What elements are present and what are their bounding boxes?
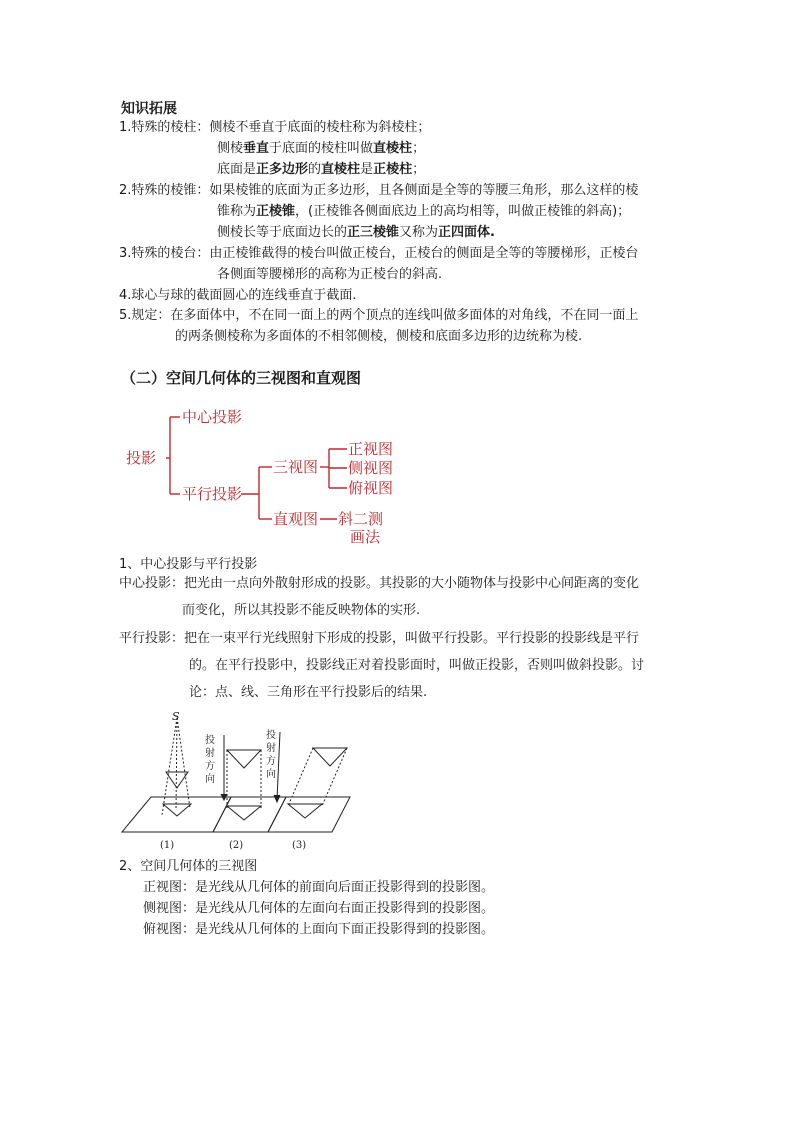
orthographic-projection-sketch	[221, 735, 261, 820]
item-1-line-1: 1.特殊的棱柱：侧棱不垂直于底面的棱柱称为斜棱柱；	[119, 120, 431, 135]
front-view-definition: 正视图：是光线从几何体的前面向后面正投影得到的投影图。	[143, 880, 495, 895]
figure-caption-2: (2)	[229, 840, 244, 851]
tree-parallel-label: 平行投影	[182, 485, 243, 503]
parallel-projection-line-1: 平行投影：把在一束平行光线照射下形成的投影，叫做平行投影。平行投影的投影线是平行	[119, 631, 640, 646]
item-3-line-1: 3.特殊的棱台：由正棱锥截得的棱台叫做正棱台，正棱台的侧面是全等的等腰梯形，正棱台	[119, 246, 639, 261]
item-1-line-3: 底面是正多边形的直棱柱是正棱柱；	[217, 162, 426, 177]
item-2-line-1: 2.特殊的棱锥：如果棱锥的底面为正多边形，且各侧面是全等的等腰三角形，那么这样的棱	[119, 183, 639, 198]
item-3-line-2: 各侧面等腰梯形的高称为正棱台的斜高.	[217, 267, 443, 282]
projection-direction-label-2: 投 射方向	[266, 730, 276, 780]
tree-intuitive-label: 直观图	[273, 510, 319, 528]
projection-direction-label-1: 投 射方向	[205, 735, 215, 785]
item-2-line-2: 锥称为正棱锥，(正棱锥各侧面底边上的高均相等，叫做正棱锥的斜高)；	[217, 204, 631, 219]
side-view-definition: 侧视图：是光线从几何体的左面向右面正投影得到的投影图。	[143, 901, 495, 916]
parallel-projection-line-3: 论：点、线、三角形在平行投影后的结果.	[189, 685, 428, 700]
tree-side-label: 侧视图	[348, 459, 394, 477]
parallel-projection-line-2: 的。在平行投影中，投影线正对着投影面时，叫做正投影，否则叫做斜投影。讨	[189, 658, 645, 673]
projection-tree-diagram	[120, 400, 410, 550]
projection-plane-2	[213, 797, 286, 832]
central-projection-sketch	[162, 718, 191, 816]
section-2-title: （二）空间几何体的三视图和直观图	[121, 369, 362, 387]
item-2-line-3: 侧棱长等于底面边长的正三棱锥又称为正四面体.	[217, 225, 495, 240]
tree-root-label: 投影	[126, 449, 157, 467]
central-projection-line-2: 而变化，所以其投影不能反映物体的实形.	[182, 603, 421, 618]
tree-oblique-label-2: 画法	[350, 528, 381, 546]
section-title: 知识拓展	[121, 101, 177, 117]
center-point-s-label: S	[172, 710, 180, 723]
projection-figure	[118, 710, 358, 855]
subsection-2-title: 2、空间几何体的三视图	[119, 859, 258, 874]
top-view-definition: 俯视图：是光线从几何体的上面向下面正投影得到的投影图。	[143, 922, 495, 937]
oblique-projection-sketch	[274, 732, 347, 818]
tree-central-label: 中心投影	[182, 408, 243, 426]
item-5-line-2: 的两条侧棱称为多面体的不相邻侧棱，侧棱和底面多边形的边统称为棱.	[175, 329, 583, 344]
tree-connectors	[166, 417, 347, 519]
item-1-line-2: 侧棱垂直于底面的棱柱叫做直棱柱；	[217, 141, 426, 156]
tree-three-view-label: 三视图	[273, 458, 319, 476]
figure-caption-1: (1)	[160, 840, 175, 851]
item-4-line-1: 4.球心与球的截面圆心的连线垂直于截面.	[119, 288, 357, 303]
tree-front-label: 正视图	[348, 440, 394, 458]
tree-oblique-label-1: 斜二测	[338, 510, 384, 528]
figure-caption-3: (3)	[292, 840, 307, 851]
tree-top-label: 俯视图	[348, 479, 394, 497]
subsection-1-title: 1、中心投影与平行投影	[119, 557, 258, 572]
central-projection-line-1: 中心投影：把光由一点向外散射形成的投影。其投影的大小随物体与投影中心间距离的变化	[119, 576, 640, 591]
item-5-line-1: 5.规定：在多面体中，不在同一面上的两个顶点的连线叫做多面体的对角线，不在同一面上	[119, 308, 639, 323]
